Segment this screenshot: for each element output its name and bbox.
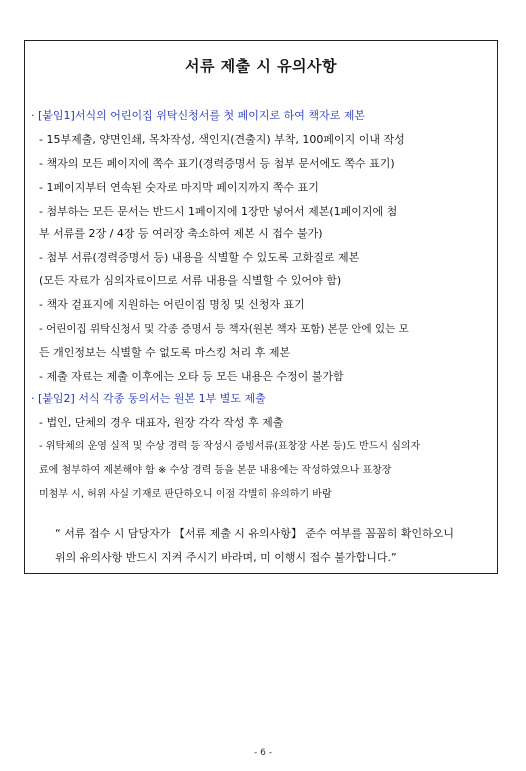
list-item: - 책자 겉표지에 지원하는 어린이집 명칭 및 신청자 표기: [39, 298, 305, 311]
list-item: - 첨부 서류(경력증명서 등) 내용을 식별할 수 있도록 고화질로 제본: [39, 251, 360, 264]
list-item: 든 개인정보는 식별할 수 없도록 마스킹 처리 후 제본: [39, 346, 291, 359]
list-item: - 1페이지부터 연속된 숫자로 마지막 페이지까지 쪽수 표기: [39, 181, 319, 194]
list-item: - 법인, 단체의 경우 대표자, 원장 각각 작성 후 제출: [39, 416, 284, 429]
list-item: 부 서류를 2장 / 4장 등 여러장 축소하여 제본 시 접수 불가): [39, 227, 323, 240]
closing-line-1: “ 서류 접수 시 담당자가 【서류 제출 시 유의사항】 준수 여부를 꼼꼼히 확인하오니: [55, 527, 455, 540]
list-item: - 어린이집 위탁신청서 및 각종 증명서 등 책자(원본 책자 포함) 본문 안에 있는 모: [39, 323, 409, 335]
list-item: - 15부제출, 양면인쇄, 목차작성, 색인지(견출지) 부착, 100페이지 이내 작성: [39, 133, 405, 146]
attachment2-header: · [붙임2] 서식 각종 동의서는 원본 1부 별도 제출: [31, 392, 266, 405]
list-item: - 책자의 모든 페이지에 쪽수 표기(경력증명서 등 첨부 문서에도 쪽수 표기): [39, 157, 395, 170]
list-item: - 첨부하는 모든 문서는 반드시 1페이지에 1장만 넣어서 제본(1페이지에 첨: [39, 205, 398, 218]
closing-line-2: 위의 유의사항 반드시 지켜 주시기 바라며, 미 이행시 접수 불가합니다.”: [55, 551, 397, 564]
notice-box: [24, 40, 498, 574]
list-item: 료에 첨부하여 제본해야 함 ※ 수상 경력 등을 본문 내용에는 작성하였으나 표창장: [39, 465, 392, 476]
list-item: (모든 자료가 심의자료이므로 서류 내용을 식별할 수 있어야 함): [39, 274, 342, 287]
list-item: - 위탁체의 운영 실적 및 수상 경력 등 작성시 증빙서류(표창장 사본 등)도 반드시 심의자: [39, 441, 421, 452]
list-item: - 제출 자료는 제출 이후에는 오타 등 모든 내용은 수정이 불가함: [39, 370, 344, 383]
attachment1-header: · [붙임1]서식의 어린이집 위탁신청서를 첫 페이지로 하여 책자로 제본: [31, 109, 365, 122]
list-item: 미첨부 시, 허위 사실 기재로 판단하오니 이점 각별히 유의하기 바람: [39, 489, 332, 500]
page-title: 서류 제출 시 유의사항: [184, 57, 338, 75]
page-number: - 6 -: [254, 748, 272, 758]
